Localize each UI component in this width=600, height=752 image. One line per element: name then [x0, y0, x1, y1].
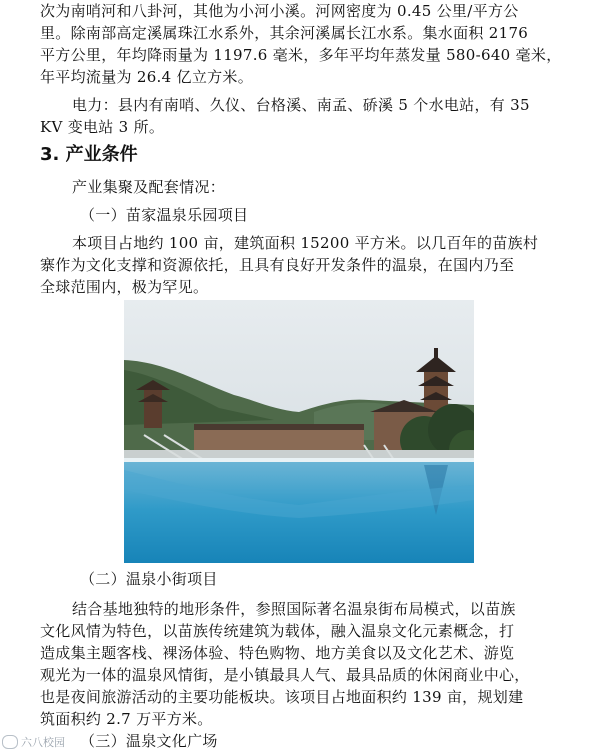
watermark — [2, 734, 65, 750]
project2-title: （二）温泉小街项目 — [80, 570, 218, 588]
power-text-line: KV 变电站 3 所。 — [40, 118, 165, 136]
section-intro: 产业集聚及配套情况： — [72, 178, 226, 196]
water-text-line: 平方公里，年均降雨量为 1197.6 毫米，多年平均年蒸发量 580-640 毫米， — [40, 46, 562, 64]
project2-body-line: 结合基地独特的地形条件，参照国际著名温泉街布局模式，以苗族 — [72, 600, 516, 618]
project2-body-line: 也是夜间旅游活动的主要功能板块。该项目占地面积约 139 亩，规划建 — [40, 688, 524, 706]
water-text-line: 里。除南部高定溪属珠江水系外，其余河溪属长江水系。集水面积 2176 — [40, 24, 529, 42]
project2-body-line: 造成集主题客栈、裸汤体验、特色购物、地方美食以及文化艺术、游览 — [40, 644, 515, 662]
project3-title: （三）温泉文化广场 — [80, 732, 218, 750]
watermark-text: 六八校园 — [21, 736, 65, 749]
project2-body-line: 筑面积约 2.7 万平方米。 — [40, 710, 213, 728]
water-text-line: 次为南哨河和八卦河，其他为小河小溪。河网密度为 0.45 公里/平方公 — [40, 2, 519, 20]
project1-title: （一）苗家温泉乐园项目 — [80, 206, 249, 224]
project1-body-line: 全球范围内，极为罕见。 — [40, 278, 209, 296]
power-text-line: 电力：县内有南哨、久仪、台格溪、南孟、硚溪 5 个水电站，有 35 — [72, 96, 530, 114]
hot-spring-photo — [124, 300, 474, 563]
project1-body-line: 寨作为文化支撑和资源依托，且具有良好开发条件的温泉，在国内乃至 — [40, 256, 515, 274]
section-heading: 3. 产业条件 — [40, 144, 138, 165]
project1-body-line: 本项目占地约 100 亩，建筑面积 15200 平方米。以几百年的苗族村 — [72, 234, 539, 252]
water-text-line: 年平均流量为 26.4 亿立方米。 — [40, 68, 254, 86]
watermark-logo-icon — [2, 735, 18, 749]
project2-body-line: 观光为一体的温泉风情街，是小镇最具人气、最具品质的休闲商业中心， — [40, 666, 530, 684]
project2-body-line: 文化风情为特色，以苗族传统建筑为载体，融入温泉文化元素概念，打 — [40, 622, 515, 640]
